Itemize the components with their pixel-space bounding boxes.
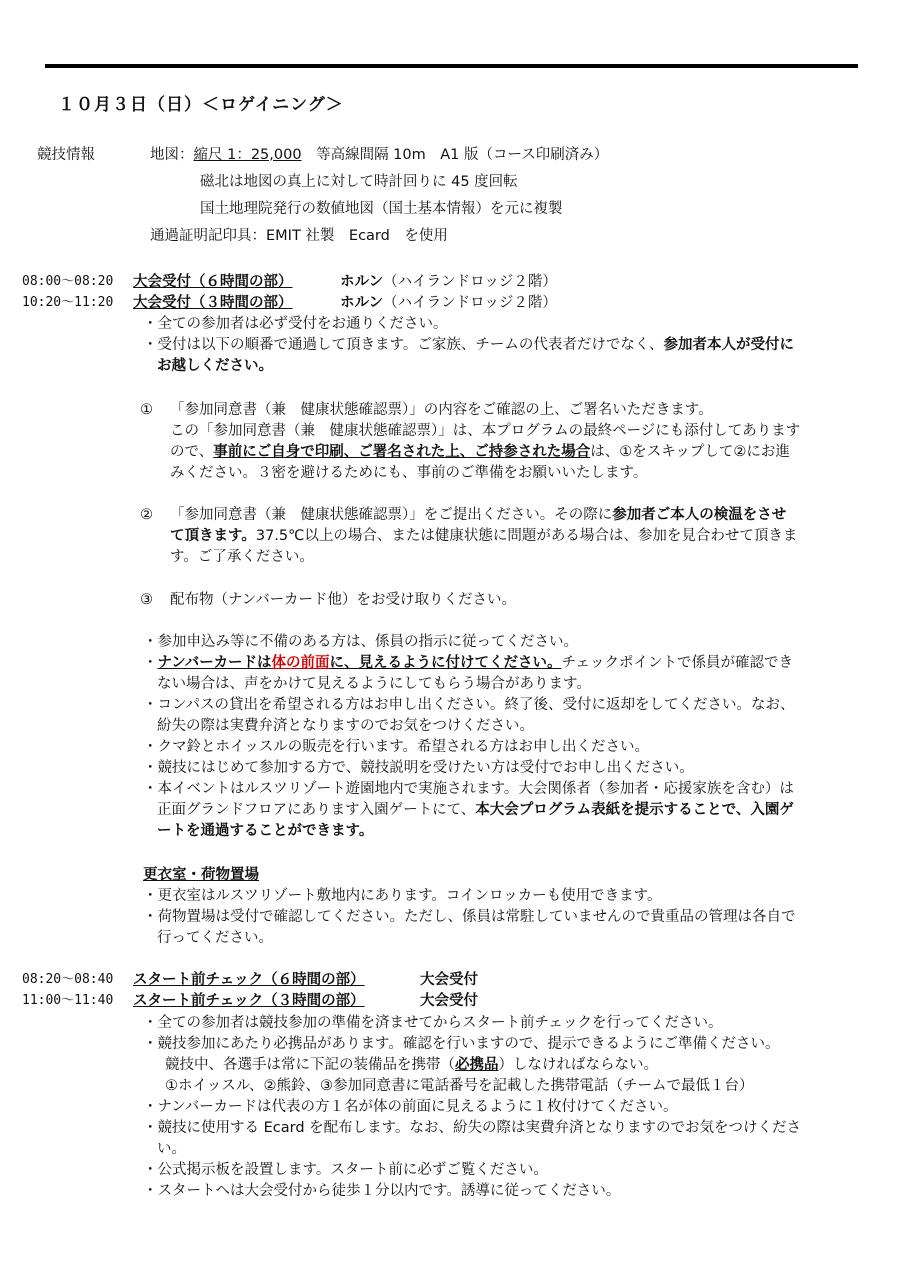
changing-line-2: ・荷物置場は受付で確認してください。ただし、係員は常駐していませんので貴重品の管理は各自で (143, 909, 796, 925)
note-4: ・クマ鈴とホイッスルの販売を行います。希望される方はお申し出ください。 (143, 739, 650, 755)
text: ので、 (170, 444, 214, 460)
top-rule (45, 64, 858, 68)
emphasis: 事前にご自身で印刷、ご署名された上、ご持参された場合 (213, 444, 591, 460)
note-2-cont: ない場合は、声をかけて見えるようにしてもらう場合があります。 (157, 676, 591, 692)
emphasis: 本大会プログラム表紙を提示することで、入園ゲ (475, 802, 794, 818)
magnetic-north: 磁北は地図の真上に対して時計回りに 45 度回転 (200, 174, 518, 190)
start-check-place-6h: 大会受付 (420, 972, 478, 988)
map-source: 国土地理院発行の数値地図（国土基本情報）を元に複製 (200, 201, 563, 217)
bullet-bold: 参加者本人が受付に (663, 337, 795, 353)
place-name: ホルン (340, 274, 384, 290)
text: チェックポイントで係員が確認でき (561, 655, 794, 671)
start-check-7: ・公式掲示板を設置します。スタート前に必ずご覧ください。 (143, 1162, 548, 1178)
reception-label-6h: 大会受付（６時間の部） (133, 274, 293, 290)
info-label: 競技情報 (37, 147, 95, 163)
note-6: ・本イベントはルスツリゾート遊園地内で実施されます。大会関係者（参加者・応援家族を含む）は (143, 781, 794, 797)
start-check-1: ・全ての参加者は競技参加の準備を済ませてからスタート前チェックを行ってください。 (143, 1015, 723, 1031)
note-6-cont-2: ートを通過することができます。 (157, 823, 374, 839)
reception-bullet-2-cont: お越しください。 (157, 358, 273, 374)
place-detail: （ハイランドロッジ２階） (383, 274, 557, 290)
text: は、①をスキップして②にお進 (590, 444, 790, 460)
red-emphasis: 体の前面 (271, 655, 330, 671)
start-check-time-3h: 11:00～11:40 (22, 993, 114, 1008)
text: 競技中、各選手は常に下記の装備品を携帯（ (165, 1057, 455, 1073)
map-line (150, 145, 608, 165)
reception-place-6h (340, 272, 557, 292)
reception-bullet-2 (143, 335, 794, 355)
changing-line-1: ・更衣室はルスツリゾート敷地内にあります。コインロッカーも使用できます。 (143, 888, 662, 904)
start-check-time-6h: 08:20～08:40 (22, 972, 114, 987)
bullet-text: ・受付は以下の順番で通過して頂きます。ご家族、チームの代表者だけでなく、 (143, 337, 664, 353)
step-2-line-3: す。ご了承ください。 (170, 549, 314, 565)
emphasis: て頂きます。 (170, 528, 256, 544)
step-1-line-1: 「参加同意書（兼 健康状態確認票）」の内容をご確認の上、ご署名いただきます。 (170, 402, 713, 418)
reception-time-3h: 10:20～11:20 (22, 295, 114, 310)
map-prefix: 地図： (150, 147, 194, 163)
changing-line-3: 行ってください。 (157, 930, 273, 946)
note-5: ・競技にはじめて参加する方で、競技説明を受けたい方は受付でお申し出ください。 (143, 760, 694, 776)
map-scale: 縮尺 1：25,000 (193, 147, 302, 163)
reception-label-3h: 大会受付（３時間の部） (133, 295, 293, 311)
punch-device: 通過証明記印具：EMIT 社製 Ecard を使用 (150, 228, 448, 244)
step-2-line-2 (170, 526, 797, 546)
map-rest: 等高線間隔 10m A1 版（コース印刷済み） (301, 147, 609, 163)
step-1-line-3 (170, 442, 790, 462)
reception-place-3h (340, 293, 557, 313)
start-check-2: ・競技参加にあたり必携品があります。確認を行いますので、提示できるようにご準備ください。 (143, 1036, 780, 1052)
emphasis: 必携品 (455, 1057, 499, 1073)
emphasis: ナンバーカードは (157, 655, 272, 671)
step-1-line-4: みください。３密を避けるためにも、事前のご準備をお願いいたします。 (170, 465, 648, 481)
text: 37.5℃以上の場合、または健康状態に問題がある場合は、参加を見合わせて頂きま (255, 528, 798, 544)
step-3-line-1: 配布物（ナンバーカード他）をお受け取りください。 (170, 592, 516, 608)
emphasis: に、見えるように付けてください。 (329, 655, 562, 671)
start-check-5: ・ナンバーカードは代表の方１名が体の前面に見えるように１枚付けてください。 (143, 1099, 678, 1115)
step-2-line-1 (170, 505, 786, 525)
changing-heading: 更衣室・荷物置場 (143, 867, 259, 883)
text: ）しなければならない。 (498, 1057, 658, 1073)
emphasis: 参加者ご本人の検温をさせ (612, 507, 787, 523)
step-2-number: ② (140, 507, 153, 523)
place-name: ホルン (340, 295, 384, 311)
start-check-4: ①ホイッスル、②熊鈴、③参加同意書に電話番号を記載した携帯電話（チームで最低１台） (165, 1078, 754, 1094)
step-3-number: ③ (140, 592, 153, 608)
reception-bullet-1: ・全ての参加者は必ず受付をお通りください。 (143, 316, 448, 332)
start-check-label-3h: スタート前チェック（３時間の部） (133, 993, 365, 1009)
page-title: １０月３日（日）＜ロゲイニング＞ (58, 95, 344, 115)
start-check-3 (165, 1055, 658, 1075)
step-1-number: ① (140, 402, 153, 418)
text: 正面グランドフロアにあります入園ゲートにて、 (157, 802, 476, 818)
note-2: ・ナンバーカードは体の前面に、見えるように付けてください。チェックポイントで係員が確認でき (143, 655, 794, 671)
start-check-label-6h: スタート前チェック（６時間の部） (133, 972, 365, 988)
note-3: ・コンパスの貸出を希望される方はお申し出ください。終了後、受付に返却をしてください。なお、 (143, 697, 795, 713)
text: 「参加同意書（兼 健康状態確認票）」をご提出ください。その際に (170, 507, 613, 523)
step-1-line-2: この「参加同意書（兼 健康状態確認票）」は、本プログラムの最終ページにも添付してあります (170, 423, 801, 439)
place-detail: （ハイランドロッジ２階） (383, 295, 557, 311)
start-check-8: ・スタートへは大会受付から徒歩１分以内です。誘導に従ってください。 (143, 1183, 621, 1199)
note-1: ・参加申込み等に不備のある方は、係員の指示に従ってください。 (143, 634, 578, 650)
reception-time-6h: 08:00～08:20 (22, 274, 114, 289)
note-3-cont: 紛失の際は実費弁済となりますのでお気をつけください。 (157, 718, 534, 734)
start-check-6-cont: い。 (157, 1141, 186, 1157)
note-6-cont (157, 800, 794, 820)
start-check-place-3h: 大会受付 (420, 993, 478, 1009)
start-check-6: ・競技に使用する Ecard を配布します。なお、紛失の際は実費弁済となりますのでお気をつけくださ (143, 1120, 801, 1136)
